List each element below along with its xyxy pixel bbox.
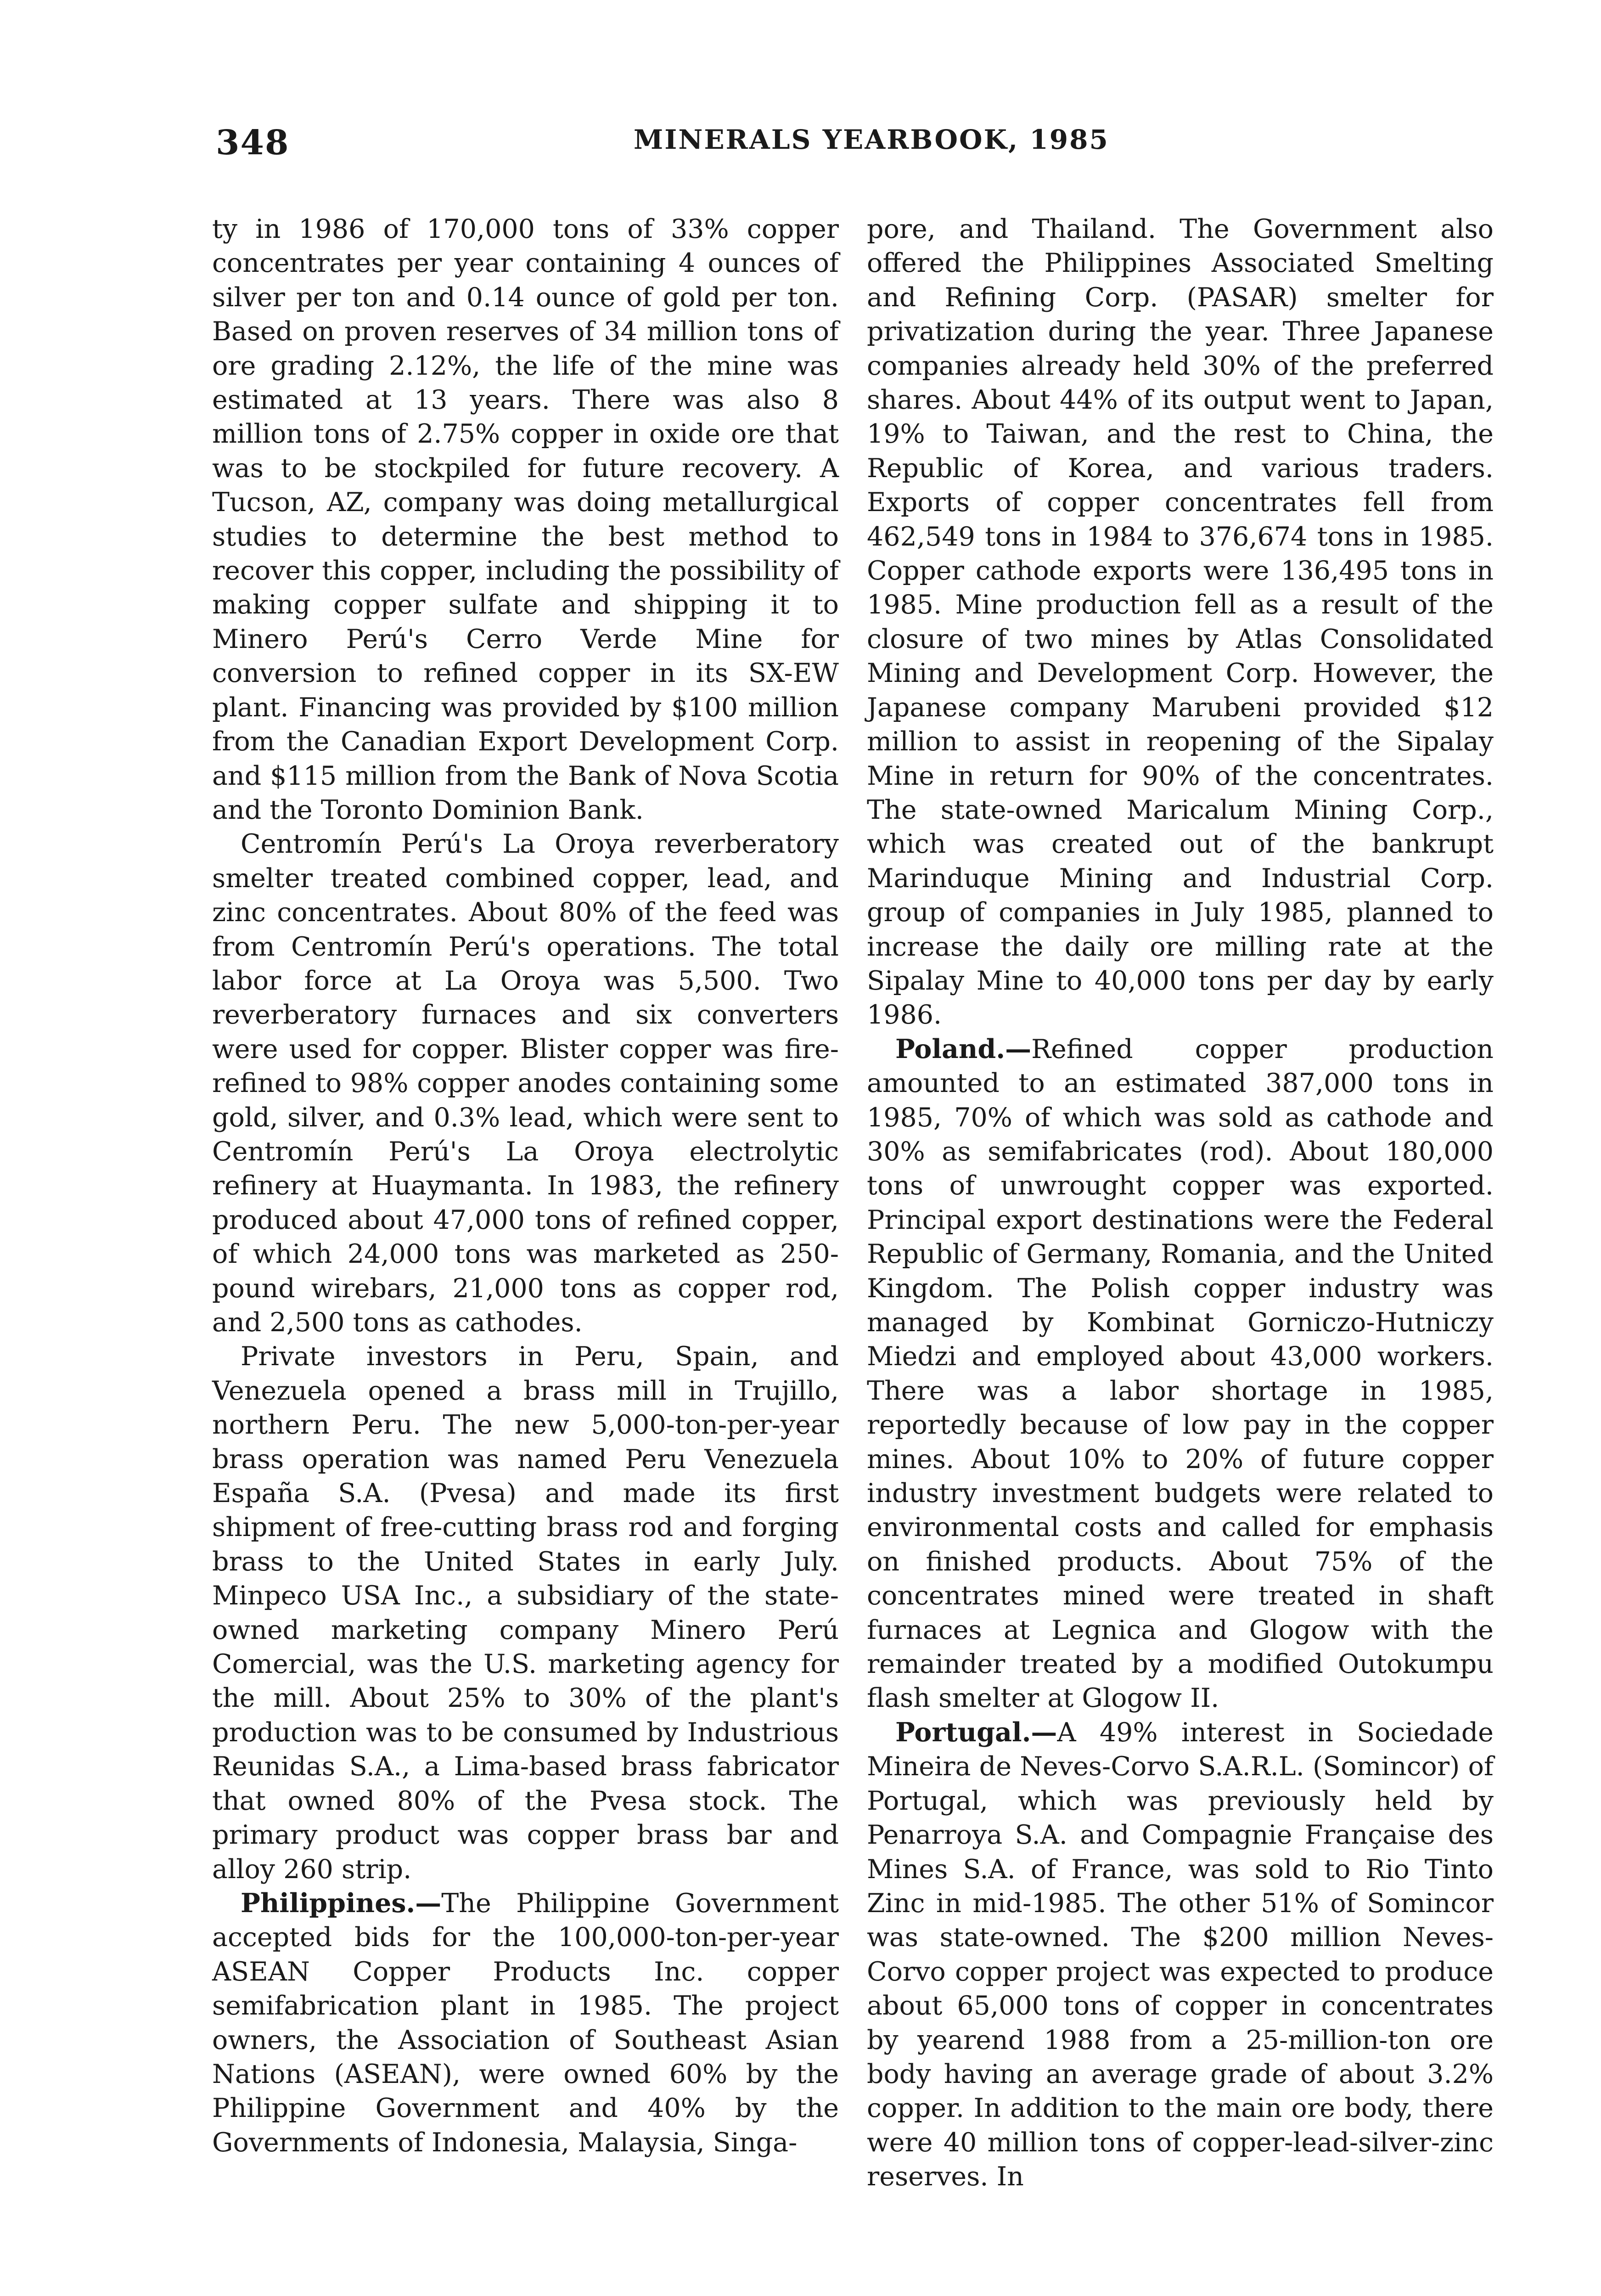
- paragraph-text: ty in 1986 of 170,000 tons of 33% copper concentrates per year containing 4 ounces of silver per ton and 0.14 ounce of gold per ton. Based on proven reserves of 34 million tons of ore grading 2.12%, the life of the mine was estimated at 13 years. There was also 8 million tons of 2.75% copper in oxide ore that was to be stockpiled for future recovery. A Tucson, AZ, company was doing metallurgical studies to determine the best method to recover this copper, including the possibility of making copper sulfate and shipping it to Minero Perú's Cerro Verde Mine for conversion to refined copper in its SX-EW plant. Financing was provided by $100 million from the Canadian Export Development Corp. and $115 million from the Bank of Nova Scotia and the Toronto Dominion Bank.: [212, 214, 839, 825]
- paragraph-text: A 49% interest in Sociedade Mineira de Neves-Corvo S.A.R.L. (Somincor) of Portugal, which was previously held by Penarroya S.A. and Compagnie Française des Mines S.A. of France, was sold to Rio Tinto Zinc in mid-1985. The other 51% of Somincor was state-owned. The $200 million Neves-Corvo copper project was expected to produce about 65,000 tons of copper in concentrates by yearend 1988 from a 25-million-ton ore body having an average grade of about 3.2% copper. In addition to the main ore body, there were 40 million tons of copper-lead-silver-zinc reserves. In: [867, 1717, 1494, 2192]
- paragraph-text: Private investors in Peru, Spain, and Venezuela opened a brass mill in Trujillo, northern Peru. The new 5,000-ton-per-year brass operation was named Peru Venezuela España S.A. (Pvesa) and made its first shipment of free-cutting brass rod and forging brass to the United States in early July. Minpeco USA Inc., a subsidiary of the state-owned marketing company Minero Perú Comercial, was the U.S. marketing agency for the mill. About 25% to 30% of the plant's production was to be consumed by Industrious Reunidas S.A., a Lima-based brass fabricator that owned 80% of the Pvesa stock. The primary product was copper brass bar and alloy 260 strip.: [212, 1341, 839, 1885]
- paragraph-text: pore, and Thailand. The Government also offered the Philippines Associated Smelting and Refining Corp. (PASAR) smelter for privatization during the year. Three Japanese companies already held 30% of the preferred shares. About 44% of its output went to Japan, 19% to Taiwan, and the rest to China, the Republic of Korea, and various traders. Exports of copper concentrates fell from 462,549 tons in 1984 to 376,674 tons in 1985. Copper cathode exports were 136,495 tons in 1985. Mine production fell as a result of the closure of two mines by Atlas Consolidated Mining and Development Corp. However, the Japanese company Marubeni provided $12 million to assist in reopening of the Sipalay Mine in return for 90% of the concentrates. The state-owned Maricalum Mining Corp., which was created out of the bankrupt Marinduque Mining and Industrial Corp. group of companies in July 1985, planned to increase the daily ore milling rate at the Sipalay Mine to 40,000 tons per day by early 1986.: [867, 214, 1494, 1030]
- paragraph: [212, 1886, 839, 2160]
- paragraph: [867, 1716, 1494, 2194]
- paragraph: [212, 827, 839, 1339]
- paragraph: [212, 212, 839, 827]
- right-column: [867, 212, 1494, 2194]
- section-heading-philippines: Philippines.—: [241, 1887, 442, 1919]
- paragraph-text: Centromín Perú's La Oroya reverberatory smelter treated combined copper, lead, and zinc concentrates. About 80% of the feed was from Centromín Perú's operations. The total labor force at La Oroya was 5,500. Two reverberatory furnaces and six converters were used for copper. Blister copper was fire-refined to 98% copper anodes containing some gold, silver, and 0.3% lead, which were sent to Centromín Perú's La Oroya electrolytic refinery at Huaymanta. In 1983, the refinery produced about 47,000 tons of refined copper, of which 24,000 tons was marketed as 250-pound wirebars, 21,000 tons as copper rod, and 2,500 tons as cathodes.: [212, 829, 839, 1338]
- page-number: 348: [216, 123, 290, 163]
- section-heading-portugal: Portugal.—: [895, 1716, 1057, 1748]
- left-column: [212, 212, 839, 2160]
- section-heading-poland: Poland.—: [895, 1033, 1032, 1064]
- paragraph-text: The Philippine Government accepted bids for the 100,000-ton-per-year ASEAN Copper Products Inc. copper semifabrication plant in 1985. The project owners, the Association of Southeast Asian Nations (ASEAN), were owned 60% by the Philippine Government and 40% by the Governments of Indonesia, Malaysia, Singa-: [212, 1888, 839, 2158]
- paragraph: [867, 1032, 1494, 1716]
- running-head: MINERALS YEARBOOK, 1985: [634, 124, 1109, 155]
- paragraph: [867, 212, 1494, 1032]
- paragraph: [212, 1339, 839, 1886]
- paragraph-text: Refined copper production amounted to an estimated 387,000 tons in 1985, 70% of which was sold as cathode and 30% as semifabricates (rod). About 180,000 tons of unwrought copper was exported. Principal export destinations were the Federal Republic of Germany, Romania, and the United Kingdom. The Polish copper industry was managed by Kombinat Gorniczo-Hutniczy Miedzi and employed about 43,000 workers. There was a labor shortage in 1985, reportedly because of low pay in the copper mines. About 10% to 20% of future copper industry investment budgets were related to environmental costs and called for emphasis on finished products. About 75% of the concentrates mined were treated in shaft furnaces at Legnica and Glogow with the remainder treated by a modified Outokumpu flash smelter at Glogow II.: [867, 1034, 1494, 1714]
